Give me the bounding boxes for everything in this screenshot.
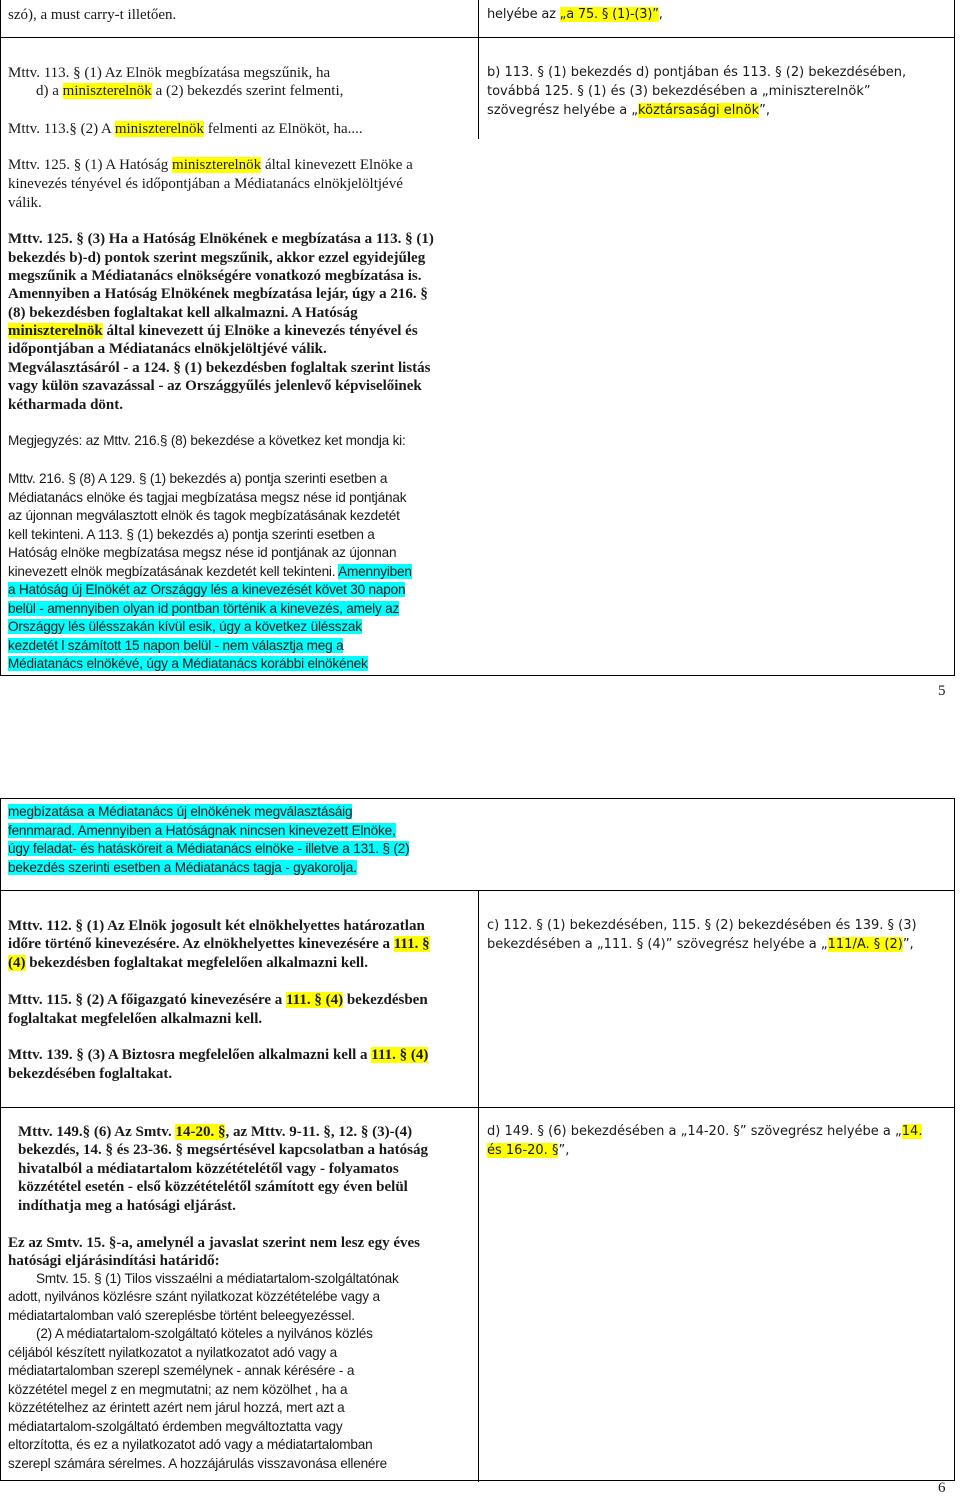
amend-b-line-1: b) 113. § (1) bekezdés d) pontjában és 113. § (2) bekezdésében, (487, 65, 907, 80)
note-line: kell tekinteni. A 113. § (1) bekezdés a) pontja szerinti esetben a (8, 527, 375, 542)
smtv-heading: Ez az Smtv. 15. §-a, amelynél a javaslat szerint nem lesz egy éves (8, 1235, 420, 1251)
mttv-112-line: Mttv. 112. § (1) Az Elnök jogosult két elnökhelyettes határozatlan (8, 918, 425, 934)
mttv-125-3-line: Megválasztásáról - a 124. § (1) bekezdésben foglaltak szerint listás (8, 360, 431, 376)
mttv-125-3-line: vagy külön szavazással - az Országgyűlés jelenlevő képviselőinek (8, 378, 422, 394)
amend-d-line: és 16-20. §”, (487, 1143, 570, 1158)
mttv-113-d-line: d) a miniszterelnök a (2) bekezdés szerint felmenti, (36, 83, 344, 99)
smtv-line: céljából készített nyilatkozatot a nyilatkozatot adó vagy a (8, 1345, 337, 1360)
note-line: Mttv. 216. § (8) A 129. § (1) bekezdés a) pontja szerinti esetben a (8, 471, 388, 486)
note-line: a Hatóság új Elnökét az Országgy lés a kinevezését követ 30 napon (8, 582, 406, 597)
mttv-125-1-line: kinevezés tényével és időpontjában a Médiatanács elnökjelöltjévé (8, 176, 403, 192)
mttv-149-line: indíthatja meg a hatósági eljárást. (18, 1198, 236, 1214)
note-line: az újonnan megválasztott elnök és tagok megbízatásának kezdetét (8, 508, 400, 523)
mttv-125-3-line: (8) bekezdésben foglaltakat kell alkalmazni. A Hatóság (8, 305, 358, 321)
note-line: kezdetét l számított 15 napon belül - nem választja meg a (8, 638, 344, 653)
mttv-125-3-line: időpontjában a Médiatanács elnökjelöltjévé válik. (8, 341, 327, 357)
mttv-113-line: Mttv. 113. § (1) Az Elnök megbízatása megszűnik, ha (8, 65, 331, 81)
mttv-125-3-line: kétharmada dönt. (8, 397, 124, 413)
smtv-line: közzététel megel z en megmutatni; az nem közölhet , ha a (8, 1382, 348, 1397)
mttv-149-line: bekezdés, 14. § és 23-36. § megsértésével kapcsolatban a hatóság (18, 1142, 428, 1158)
mttv-149-line: hivatalból a médiatartalom közzétételétől vagy - folyamatos (18, 1161, 399, 1177)
smtv-line: médiatartalomban szerepl személynek - annak kérésére - a (8, 1363, 355, 1378)
smtv-line: adott, nyilvános közlésre szánt nyilatkozat közzétételébe vagy a (8, 1289, 380, 1304)
smtv-heading: hatósági eljárásindítási határidő: (8, 1253, 220, 1269)
smtv-line: Smtv. 15. § (1) Tilos visszaélni a médiatartalom-szolgáltatónak (36, 1271, 399, 1286)
mttv-113-2-line: Mttv. 113.§ (2) A miniszterelnök felmenti az Elnököt, ha.... (8, 121, 363, 137)
smtv-line: eltorzította, és ez a nyilatkozatot adó vagy a médiatartalomban (8, 1437, 373, 1452)
mttv-115-line: Mttv. 115. § (2) A főigazgató kinevezésére a 111. § (4) bekezdésben (8, 992, 428, 1008)
continuation-line: bekezdés szerinti esetben a Médiatanács tagja - gyakorolja. (8, 860, 357, 875)
mttv-125-3-line: miniszterelnök által kinevezett új Elnöke a kinevezés tényével és (8, 323, 418, 339)
amend-d-line: d) 149. § (6) bekezdésében a „14-20. §” szövegrész helyébe a „14. (487, 1124, 923, 1139)
mttv-125-1-line: válik. (8, 195, 42, 211)
amend-c-line: c) 112. § (1) bekezdésében, 115. § (2) bekezdésében és 139. § (3) (487, 918, 917, 933)
mttv-115-line: foglaltakat megfelelően alkalmazni kell. (8, 1011, 263, 1027)
amend-c-line: bekezdésében a „111. § (4)” szövegrész helyébe a „111/A. § (2)”, (487, 937, 914, 952)
row-divider (1, 37, 954, 38)
note-line: Médiatanács elnöke és tagjai megbízatása megsz nése id pontjának (8, 490, 407, 505)
note-line: Országgy lés ülésszakán kívül esik, úgy a következ ülésszak (8, 619, 362, 634)
smtv-line: médiatartalom-szolgáltató érdemben megváltoztatta vagy (8, 1419, 343, 1434)
mttv-112-line: (4) bekezdésben foglaltakat megfelelően alkalmazni kell. (8, 955, 368, 971)
mttv-149-line: Mttv. 149.§ (6) Az Smtv. 14-20. §, az Mttv. 9-11. §, 12. § (3)-(4) (18, 1124, 413, 1140)
mttv-125-3-line: Amennyiben a Hatóság Elnökének megbízatása lejár, úgy a 216. § (8, 286, 428, 302)
mttv-125-3-line: bekezdés b)-d) pontok szerint megszűnik, akkor ezzel egyidejűleg (8, 250, 426, 266)
smtv-line: közzétételhez az érintett azért nem járul hozzá, mert azt a (8, 1400, 345, 1415)
column-divider (478, 890, 479, 1107)
amend-b-line-3: szövegrész helyébe a „köztársasági elnök”, (487, 103, 770, 118)
column-divider (478, 1107, 479, 1482)
continuation-line: fennmarad. Amennyiben a Hatóságnak nincsen kinevezett Elnöke, (8, 823, 396, 838)
note-line: kinevezett elnök megbízatásának kezdetét kell tekinteni. Amennyiben (8, 564, 412, 579)
mttv-125-1-line: Mttv. 125. § (1) A Hatóság miniszterelnök által kinevezett Elnöke a (8, 157, 413, 173)
continuation-line: megbízatása a Médiatanács új elnökének megválasztásáig (8, 804, 353, 819)
page-number: 5 (938, 683, 946, 699)
note-line: belül - amennyiben olyan id pontban történik a kinevezés, amely az (8, 601, 400, 616)
mttv-149-line: közzététel esetén - első közzétételétől számított egy éven belül (18, 1179, 408, 1195)
continuation-line: úgy feladat- és hatásköreit a Médiatanács elnöke - illetve a 131. § (2) (8, 841, 410, 856)
column-divider (478, 0, 479, 139)
page-number: 6 (938, 1480, 946, 1496)
smtv-line: médiatartalomban való szereplésbe történt beleegyezéssel. (8, 1308, 355, 1323)
top-right-text: helyébe az „a 75. § (1)-(3)”, (487, 7, 663, 22)
mttv-112-line: időre történő kinevezésére. Az elnökhelyettes kinevezésére a 111. § (8, 936, 430, 952)
mttv-139-line: bekezdésében foglaltakat. (8, 1066, 173, 1082)
mttv-125-3-line: megszűnik a Médiatanács elnökségére vonatkozó megbízatása is. (8, 268, 422, 284)
note-heading: Megjegyzés: az Mttv. 216.§ (8) bekezdése a következ ket mondja ki: (8, 433, 406, 448)
note-line: Hatóság elnöke megbízatása megsz nése id pontjának az újonnan (8, 545, 397, 560)
smtv-line: (2) A médiatartalom-szolgáltató köteles a nyilvános közlés (36, 1326, 373, 1341)
top-left-text: szó), a must carry-t illetően. (8, 7, 177, 23)
smtv-line: szerepl számára sérelmes. A hozzájárulás visszavonása ellenére (8, 1456, 387, 1471)
note-line: Médiatanács elnökévé, úgy a Médiatanács korábbi elnökének (8, 656, 368, 671)
amend-b-line-2: továbbá 125. § (1) és (3) bekezdésében a „miniszterelnök” (487, 84, 871, 99)
mttv-125-3-line: Mttv. 125. § (3) Ha a Hatóság Elnökének e megbízatása a 113. § (1) (8, 231, 434, 247)
mttv-139-line: Mttv. 139. § (3) A Biztosra megfelelően alkalmazni kell a 111. § (4) (8, 1047, 429, 1063)
